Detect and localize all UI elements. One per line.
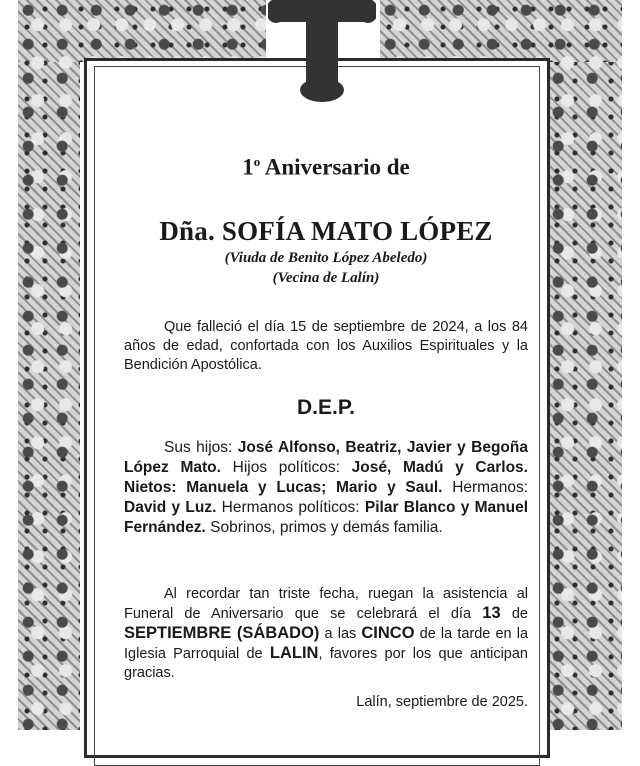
family-text: Hermanos políticos: [216,499,365,516]
family-paragraph [124,438,528,538]
family-text: Hermanos: [442,479,528,496]
floral-border-right [548,0,622,730]
children-names: José Alfonso, Beatriz, Javier y Begoña López Mato. [124,439,528,476]
anniversary-heading [124,154,528,181]
heading-number: 1 [242,154,254,180]
funeral-place: LALIN [269,644,319,662]
funeral-text: , favores por los que anticipan gracias. [124,646,528,681]
funeral-day: 13 [482,604,501,622]
widow-of-line: (Viuda de Benito López Abeledo) [224,250,428,266]
funeral-month: SEPTIEMBRE (SÁBADO) [124,624,320,642]
floral-border-left [18,0,80,730]
place-date-signature: Lalín, septiembre de 2025. [356,694,528,710]
family-text: Nietos [124,479,172,496]
floral-border-top-right [380,0,622,62]
family-text: Sus hijos: [164,439,238,456]
cross-icon [268,0,376,104]
in-laws-names: José, Madú y Carlos. [351,459,528,476]
deceased-name: Dña. SOFÍA MATO LÓPEZ [159,216,493,246]
funeral-hour: CINCO [361,624,415,642]
funeral-paragraph [124,585,528,683]
death-paragraph-text: Que falleció el día 15 de septiembre de 2024, a los 84 años de edad, confortada con los Auxilios Espirituales y la Bendición Apostólica. [124,319,528,373]
funeral-text: a las [319,626,362,642]
funeral-text: Al recordar tan triste fecha, ruegan la asistencia al Funeral de Aniversario que se celebrará el día [124,586,528,622]
dep-heading: D.E.P. [297,396,355,419]
heading-text: Aniversario de [260,154,410,180]
siblings-names: David y Luz. [124,499,217,516]
grandchildren-names: : Manuela y Lucas; Mario y Saul. [171,479,443,496]
heading-ordinal: o [253,154,261,169]
funeral-text: de [500,606,528,622]
family-text: Sobrinos, primos y demás familia. [205,519,443,536]
death-paragraph [124,318,528,375]
funeral-text: de la tarde en la Iglesia Parroquial de [124,626,529,662]
siblings-in-law-names: Pilar Blanco y Manuel Fernández. [124,499,528,536]
family-text: Hijos políticos: [220,459,352,476]
resident-line: (Vecina de Lalín) [272,270,380,286]
floral-border-top-left [18,0,266,62]
